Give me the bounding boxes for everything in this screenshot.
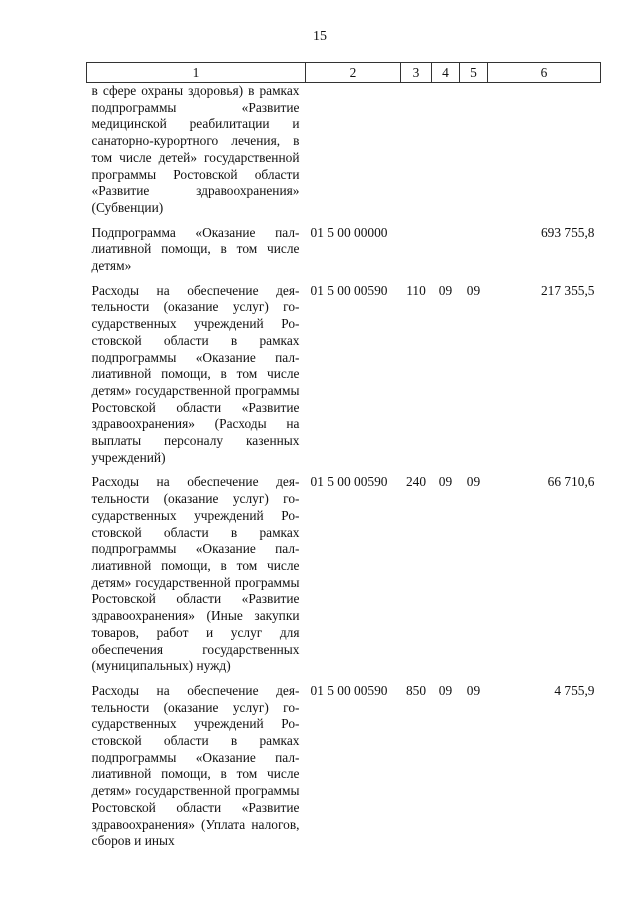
row-col4: 09 [438, 682, 453, 698]
column-header-6: 6 [488, 63, 601, 83]
row-code: 01 5 00 00590 [310, 282, 388, 298]
row-amount: 693 755,8 [540, 224, 595, 240]
column-header-5: 5 [460, 63, 488, 83]
row-description: Подпрограмма «Оказание паллиативной помощи, в том числе детям» [91, 224, 300, 274]
table-row [87, 217, 601, 275]
table-header-row [87, 63, 601, 83]
table-row [87, 466, 601, 674]
column-header-1: 1 [87, 63, 306, 83]
row-amount: 4 755,9 [554, 682, 595, 698]
row-description: в сфере охраны здоровья) в рамках подпрограммы «Развитие медицинской реабилитации и санаторно-курортного лечения, в том числе детей» государственной программы Ростовской области «Развитие здравоохранения» (Субвенции) [91, 83, 300, 215]
column-header-4: 4 [432, 63, 460, 83]
row-description: Расходы на обеспечение деятельности (оказание услуг) государственных учреждений Ростовской области в рамках подпрограммы «Оказание паллиативной помощи, в том числе детям» государственной программы Ростовской области «Развитие здравоохранения» (Иные закупки товаров, работ и услуг для обеспечения государственных (муниципальных) нужд) [91, 474, 300, 674]
row-col5: 09 [466, 682, 481, 698]
table-row [87, 83, 601, 217]
row-col5 [460, 83, 488, 217]
row-code: 01 5 00 00590 [310, 682, 388, 698]
row-col5: 09 [466, 282, 481, 298]
row-col4: 09 [438, 282, 453, 298]
row-code: 01 5 00 00590 [310, 474, 388, 490]
row-col3: 240 [405, 474, 427, 490]
row-amount [488, 83, 601, 217]
row-col4: 09 [438, 474, 453, 490]
budget-table [86, 62, 601, 850]
row-col5: 09 [466, 474, 481, 490]
row-col4 [432, 83, 460, 217]
table-row [87, 275, 601, 467]
row-amount: 217 355,5 [540, 282, 595, 298]
table-row [87, 675, 601, 850]
row-col5 [460, 217, 488, 275]
row-col3: 110 [406, 282, 426, 298]
row-col4 [432, 217, 460, 275]
row-col3 [401, 217, 432, 275]
row-col3 [401, 83, 432, 217]
column-header-2: 2 [306, 63, 401, 83]
row-code: 01 5 00 00000 [310, 224, 388, 240]
row-code [306, 83, 401, 217]
column-header-3: 3 [401, 63, 432, 83]
row-amount: 66 710,6 [547, 474, 595, 490]
row-description: Расходы на обеспечение деятельности (оказание услуг) государственных учреждений Ростовской области в рамках подпрограммы «Оказание паллиативной помощи, в том числе детям» государственной программы Ростовской области «Развитие здравоохранения» (Расходы на выплаты персоналу казенных учреждений) [91, 282, 300, 465]
row-col3: 850 [405, 682, 427, 698]
row-description: Расходы на обеспечение деятельности (оказание услуг) государственных учреждений Ростовской области в рамках подпрограммы «Оказание паллиативной помощи, в том числе детям» государственной программы Ростовской области «Развитие здравоохранения» (Уплата налогов, сборов и иных [91, 682, 300, 849]
page-number: 15 [313, 29, 327, 44]
